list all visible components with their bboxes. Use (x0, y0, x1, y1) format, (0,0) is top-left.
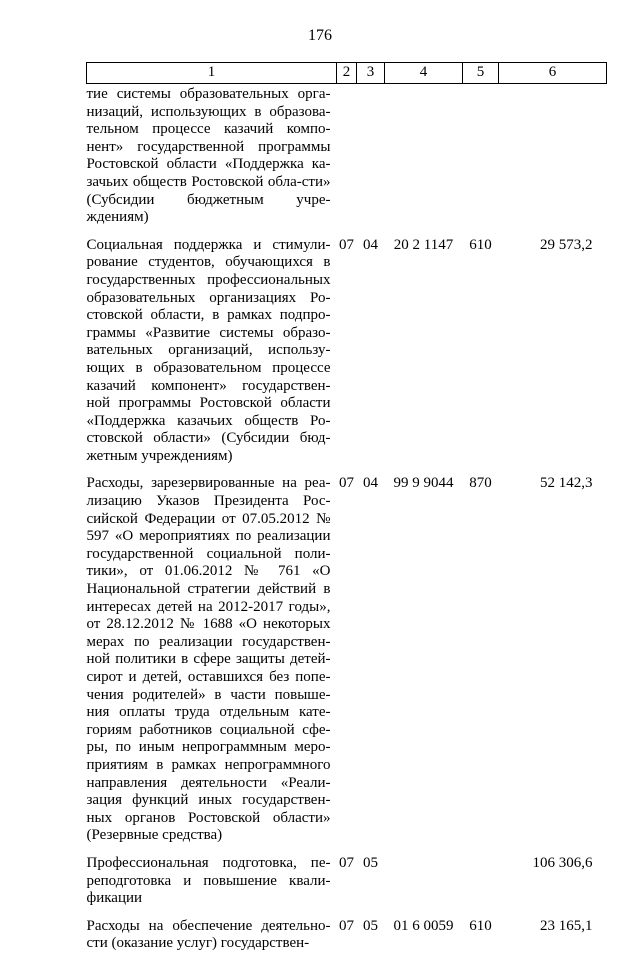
row-description: Социальная поддержка и стимули-рование студентов, обучающихся в государственных профессиональных образовательных организациях Ро-стовской области, в рамках подпро-граммы «Развитие системы образо-вательных организаций, использу-ющих в образовательном процессе казачий компонент» государствен-ной программы Ростовской области «Поддержка казачьих обществ Ро-стовской области» (Субсидии бюд-жетным учреждениям) (86, 236, 331, 464)
row-target-code (385, 845, 463, 908)
header-col-1: 1 (87, 63, 337, 84)
table-row (87, 465, 607, 844)
row-amount: 106 306,6 (532, 854, 593, 871)
row-amount (499, 84, 607, 227)
row-subsection: 04 (363, 475, 378, 492)
header-col-2: 2 (337, 63, 357, 84)
table-row (87, 227, 607, 466)
row-subsection: 05 (363, 917, 378, 934)
row-expense-type: 610 (469, 236, 492, 253)
row-subsection (357, 84, 385, 227)
row-section (337, 84, 357, 227)
header-col-6: 6 (499, 63, 607, 84)
row-expense-type: 610 (469, 917, 492, 934)
row-target-code: 99 9 9044 (393, 475, 454, 492)
row-subsection: 05 (363, 854, 378, 871)
table-row (87, 908, 607, 953)
row-expense-type (463, 84, 499, 227)
row-target-code (385, 84, 463, 227)
row-expense-type: 870 (469, 475, 492, 492)
row-amount: 52 142,3 (540, 475, 593, 492)
row-section: 07 (339, 475, 354, 492)
row-target-code: 01 6 0059 (393, 917, 454, 934)
page-number: 176 (308, 27, 332, 44)
row-expense-type (463, 845, 499, 908)
budget-table (86, 62, 607, 953)
row-description: Расходы на обеспечение деятельно-сти (оказание услуг) государствен- (86, 917, 331, 952)
row-amount: 23 165,1 (540, 917, 593, 934)
table-row (87, 84, 607, 227)
row-section: 07 (339, 236, 354, 253)
row-description: Профессиональная подготовка, пе-реподготовка и повышение квали-фикации (86, 854, 331, 907)
row-subsection: 04 (363, 236, 378, 253)
row-amount: 29 573,2 (540, 236, 593, 253)
row-target-code: 20 2 1147 (393, 236, 454, 253)
row-section: 07 (339, 854, 354, 871)
header-col-4: 4 (385, 63, 463, 84)
row-description: тие системы образовательных орга-низаций, использующих в образова-тельном процессе казачий компо-нент» государственной программы Ростовской области «Поддержка ка-зачьих обществ Ростовской обла-сти» (Субсидии бюджетным учре-ждениям) (86, 86, 331, 226)
table-row (87, 845, 607, 908)
table-header-row (87, 63, 607, 84)
row-section: 07 (339, 917, 354, 934)
header-col-5: 5 (463, 63, 499, 84)
row-description: Расходы, зарезервированные на реа-лизацию Указов Президента Рос-сийской Федерации от 07.05.2012 № 597 «О мероприятиях по реализации государственной социальной поли-тики», от 01.06.2012 № 761 «О Национальной стратегии действий в интересах детей на 2012-2017 годы», от 28.12.2012 № 1688 «О некоторых мерах по реализации государствен-ной политики в сфере защиты детей-сирот и детей, оставшихся без попе-чения родителей» в части повыше-ния оплаты труда отдельным кате-гориям работников социальной сфе-ры, по иным непрограммным меро-приятиям в рамках непрограммного направления деятельности «Реали-зация функций иных государствен-ных органов Ростовской области» (Резервные средства) (86, 475, 331, 844)
header-col-3: 3 (357, 63, 385, 84)
